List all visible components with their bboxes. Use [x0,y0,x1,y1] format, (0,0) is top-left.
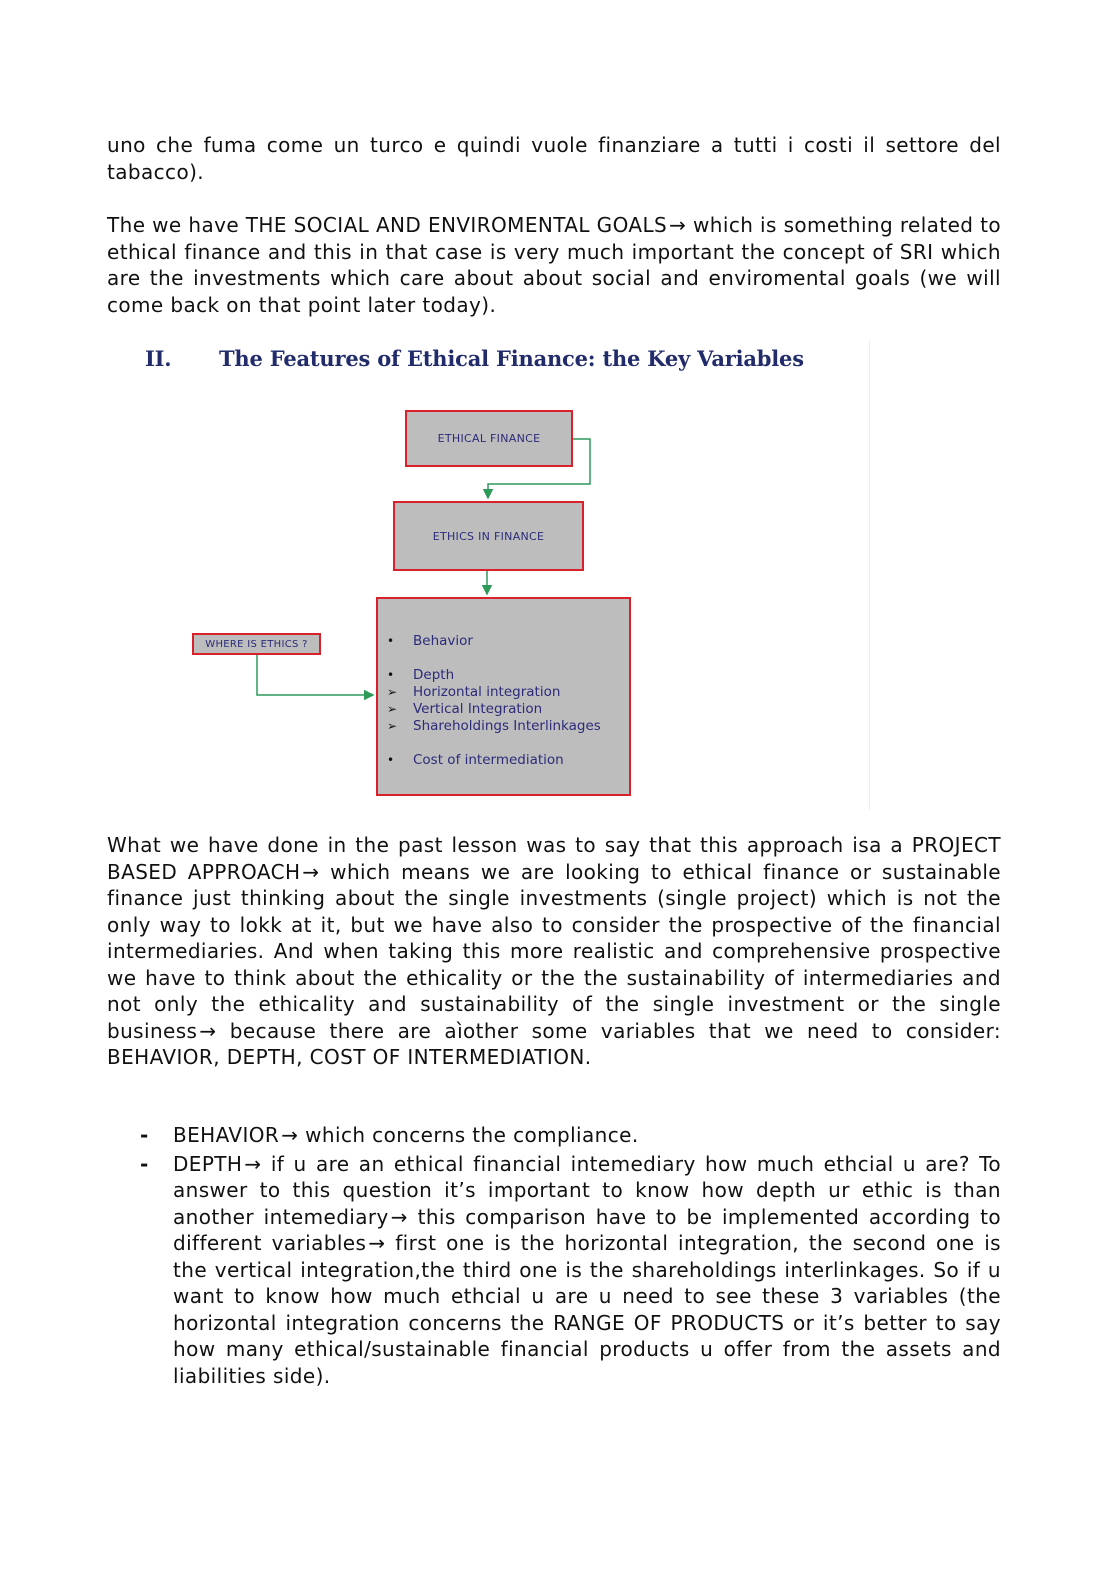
bullet-depth-text: if u are an ethical financial intemediary how much ethcial u are? To answer to this question it’s important to know how depth ur ethic is than another intemediary [173,1151,1001,1229]
bullet-behavior-text: which concerns the compliance. [298,1123,639,1147]
slide-edge-divider [869,340,870,810]
list-item [378,718,629,735]
bullet-behavior-term: BEHAVIOR [173,1123,280,1147]
bullet-depth-text-3: first one is the horizontal integration, the second one is the vertical integration,the third one is the shareholdings interlinkages. So if u want to know how much ethcial u are u need to see these 3 variables (the horizontal integration concerns the RANGE OF PRODUCTS or it’s better to say how many ethical/sustainable financial products u offer from the assets and liabilities side). [173,1231,1002,1388]
item-behavior: Behavior [413,633,473,649]
box-where-is-ethics [192,633,321,655]
item-horizontal: Horizontal integration [413,684,561,700]
arrowhead-bullet-icon: ➢ [387,719,398,733]
arrow-icon: → [302,859,320,884]
bullet-icon: • [387,753,395,767]
slide-number: II. [145,346,172,371]
arrow-icon: → [669,213,687,237]
bullet-icon: • [387,634,395,648]
box-ethical-finance-label: ETHICAL FINANCE [437,432,541,445]
list-item [378,701,629,718]
item-depth: Depth [413,667,455,683]
arrow-icon: → [368,1231,386,1255]
arrow-icon: → [281,1123,299,1147]
box-where-is-ethics-label: WHERE IS ETHICS ? [205,638,308,650]
bullet-icon: • [387,668,395,682]
key-variables-list [378,633,629,769]
paragraph-social-goals [107,212,1001,318]
item-shareholdings: Shareholdings Interlinkages [413,718,601,734]
box-ethical-finance [405,410,573,467]
paragraph-intro-text: uno che fuma come un turco e quindi vuole finanziare a tutti i costi il settore del tabacco). [107,133,1001,184]
bullet-depth-term: DEPTH [173,1151,243,1176]
paragraph-intro [107,132,1001,185]
variables-bullet-list [107,1122,1001,1391]
paragraph-social-goals-body: which is something related to ethical finance and this in that case is very much important the concept of SRI which are the investments which care about about social and enviromental goals (we will come back on that point later today). [107,213,1002,317]
paragraph-project-approach-lead: What we have done in the past lesson was to say that this approach isa a PROJECT BASED APPROACH [107,833,1001,884]
box-ethics-in-finance-label: ETHICS IN FINANCE [432,529,545,543]
box-key-variables [376,597,631,796]
dash-bullet-icon: - [140,1123,149,1147]
paragraph-project-approach [107,832,1001,1071]
item-cost: Cost of intermediation [413,752,564,768]
paragraph-project-approach-body: which means we are looking to ethical finance or sustainable finance just thinking about the single investments (single project) which is not the only way to lokk at it, but we have also to consider the prospective of the financial intermediaries. And when taking this more realistic and comprehensive prospective we have to think about the ethicality or the the sustainability of intermediaries and not only the ethicality and sustainability of the single investment or the single business [107,859,1001,1043]
connector-where-to-list [257,655,373,695]
dash-bullet-icon: - [140,1151,149,1176]
arrow-icon: → [390,1204,408,1229]
list-item-behavior [107,1122,1001,1149]
list-item [378,633,629,650]
slide-figure [130,340,870,810]
arrow-icon: → [244,1151,262,1176]
paragraph-project-approach-tail: because there are aìother some variables that we need to consider: BEHAVIOR, DEPTH, COST OF INTERMEDIATION. [107,1018,1001,1069]
paragraph-social-goals-lead: The we have THE SOCIAL AND ENVIROMENTAL GOALS [107,213,668,237]
arrowhead-bullet-icon: ➢ [387,685,398,699]
box-ethics-in-finance [393,501,584,571]
arrow-icon: → [199,1018,217,1043]
item-vertical: Vertical Integration [413,701,543,717]
list-item [378,667,629,684]
list-item [378,752,629,769]
slide-title-text: The Features of Ethical Finance: the Key Variables [219,346,804,371]
arrowhead-bullet-icon: ➢ [387,702,398,716]
list-item-depth [107,1151,1001,1390]
bullet-depth-text-2: this comparison have to be implemented according to different variables [173,1204,1001,1255]
list-item [378,684,629,701]
